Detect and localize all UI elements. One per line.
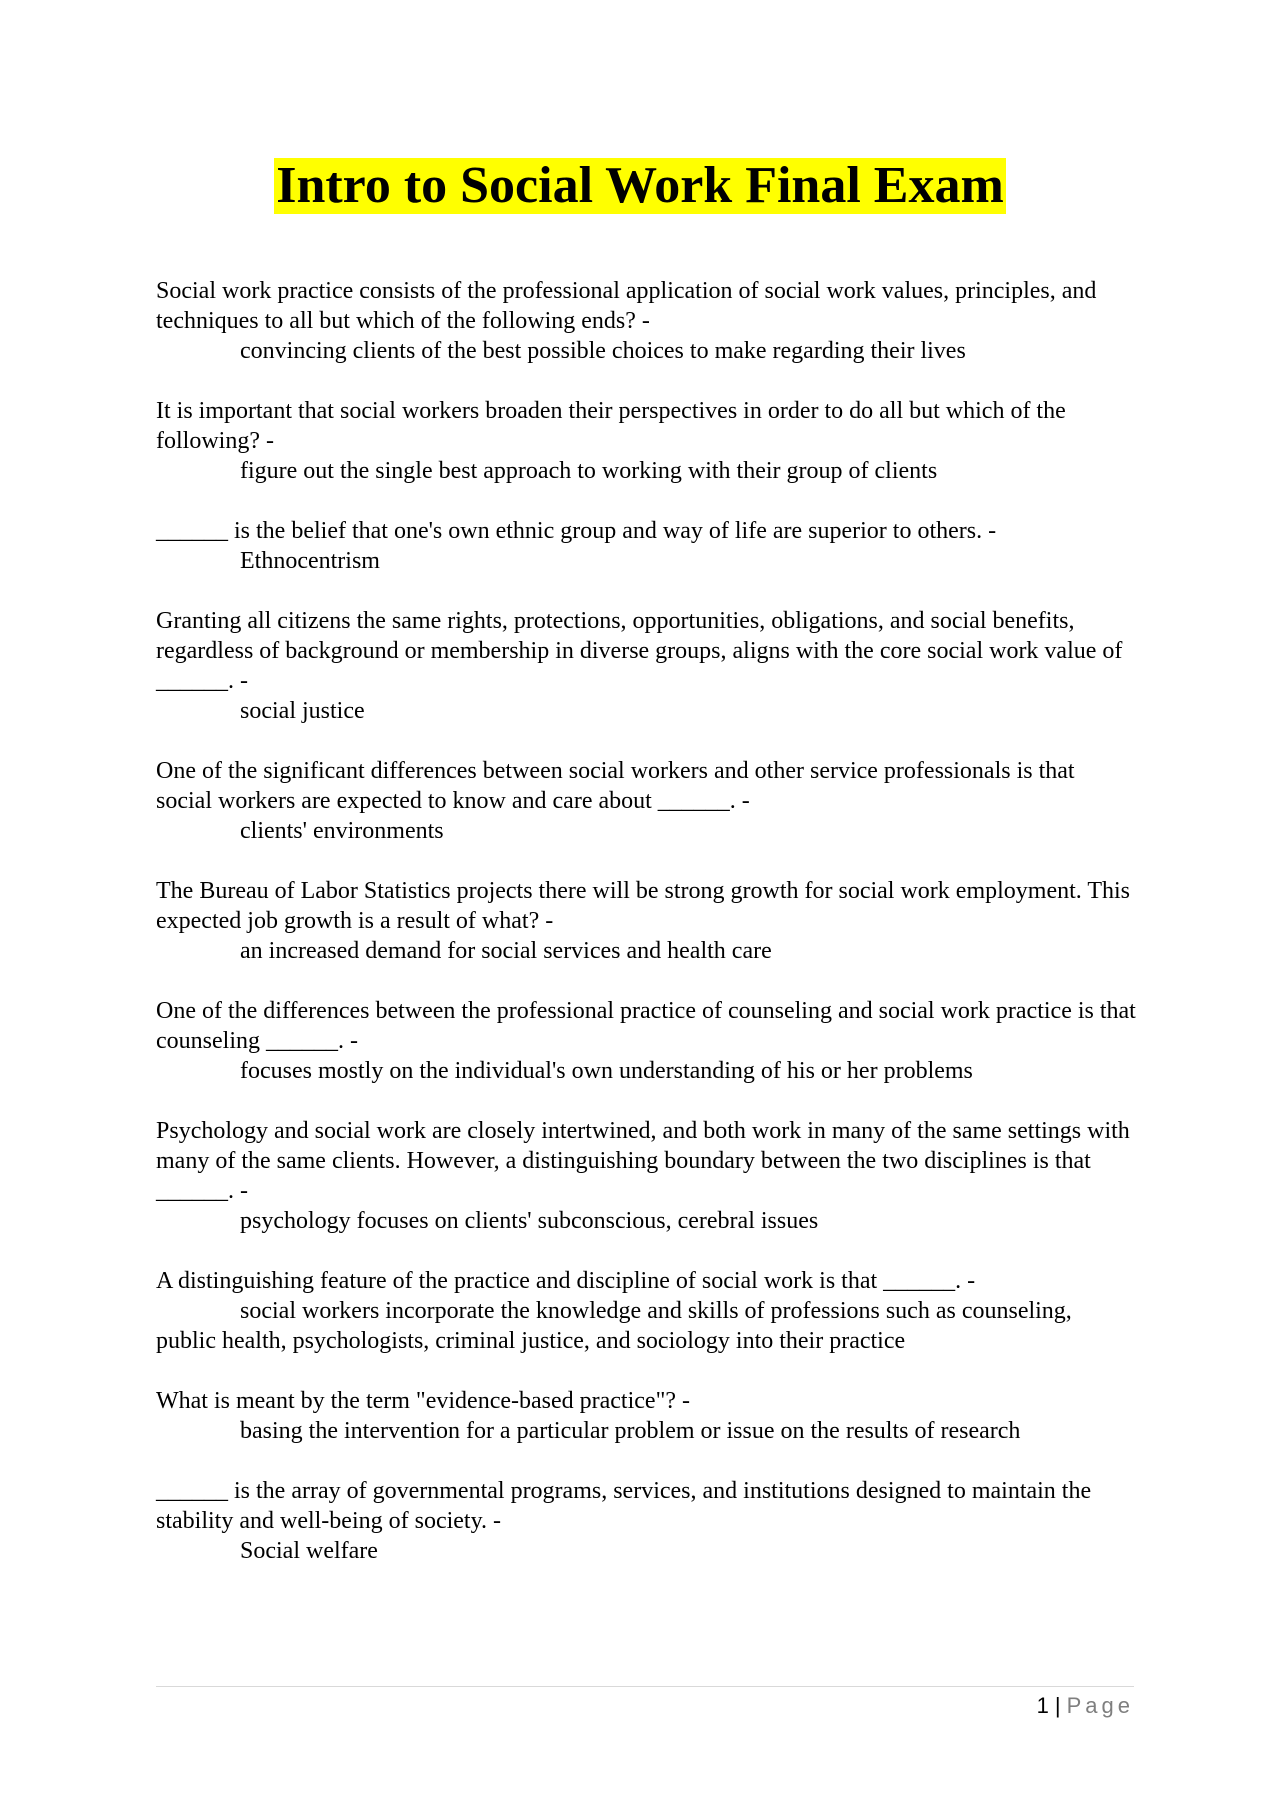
question-text: One of the significant differences between social workers and other service professionals is that social workers are expected to know and care about ______. - [156,758,1075,814]
answer-text: social justice [240,698,365,724]
qa-item [156,1386,1136,1446]
answer-text: Social welfare [240,1538,378,1564]
page-number: 1 [1036,1693,1049,1718]
question-text: Social work practice consists of the professional application of social work values, principles, and techniques to all but which of the following ends? - [156,278,1097,334]
question-text: One of the differences between the professional practice of counseling and social work practice is that counseling ______. - [156,998,1136,1054]
question-text: A distinguishing feature of the practice and discipline of social work is that ______. - [156,1268,976,1294]
page-title: Intro to Social Work Final Exam [276,157,1004,214]
qa-item [156,516,1136,576]
page-label: Page [1066,1693,1134,1718]
answer-text: psychology focuses on clients' subconscious, cerebral issues [240,1208,819,1234]
qa-item [156,606,1136,726]
qa-item [156,996,1136,1086]
footer-separator: | [1054,1693,1061,1718]
answer-text: figure out the single best approach to working with their group of clients [240,458,938,484]
title-container [0,158,1280,214]
qa-item [156,876,1136,966]
qa-item [156,276,1136,366]
answer-text: clients' environments [240,818,444,844]
answer-text: an increased demand for social services and health care [240,938,772,964]
footer-divider [156,1686,1134,1687]
qa-item [156,396,1136,486]
answer-text: convincing clients of the best possible choices to make regarding their lives [240,338,966,364]
qa-item [156,1116,1136,1236]
question-text: ______ is the array of governmental programs, services, and institutions designed to maintain the stability and well-being of society. - [156,1478,1092,1534]
answer-text: Ethnocentrism [240,548,380,574]
qa-item [156,1266,1136,1356]
question-text: The Bureau of Labor Statistics projects there will be strong growth for social work employment. This expected job growth is a result of what? - [156,878,1131,934]
question-text: Granting all citizens the same rights, protections, opportunities, obligations, and social benefits, regardless of background or membership in diverse groups, aligns with the core social work value of ______. - [156,608,1123,694]
question-text: It is important that social workers broaden their perspectives in order to do all but which of the following? - [156,398,1066,454]
qa-item [156,756,1136,846]
question-text: Psychology and social work are closely intertwined, and both work in many of the same settings with many of the same clients. However, a distinguishing boundary between the two disciplines is that ______. - [156,1118,1130,1204]
qa-item [156,1476,1136,1566]
answer-text: basing the intervention for a particular problem or issue on the results of research [240,1418,1021,1444]
qa-list [156,276,1136,1596]
answer-text: social workers incorporate the knowledge and skills of professions such as counseling, public health, psychologists, criminal justice, and sociology into their practice [156,1298,1072,1354]
question-text: ______ is the belief that one's own ethnic group and way of life are superior to others. - [156,518,997,544]
answer-text: focuses mostly on the individual's own understanding of his or her problems [240,1058,973,1084]
page-footer [1037,1692,1134,1720]
question-text: What is meant by the term "evidence-based practice"? - [156,1388,691,1414]
